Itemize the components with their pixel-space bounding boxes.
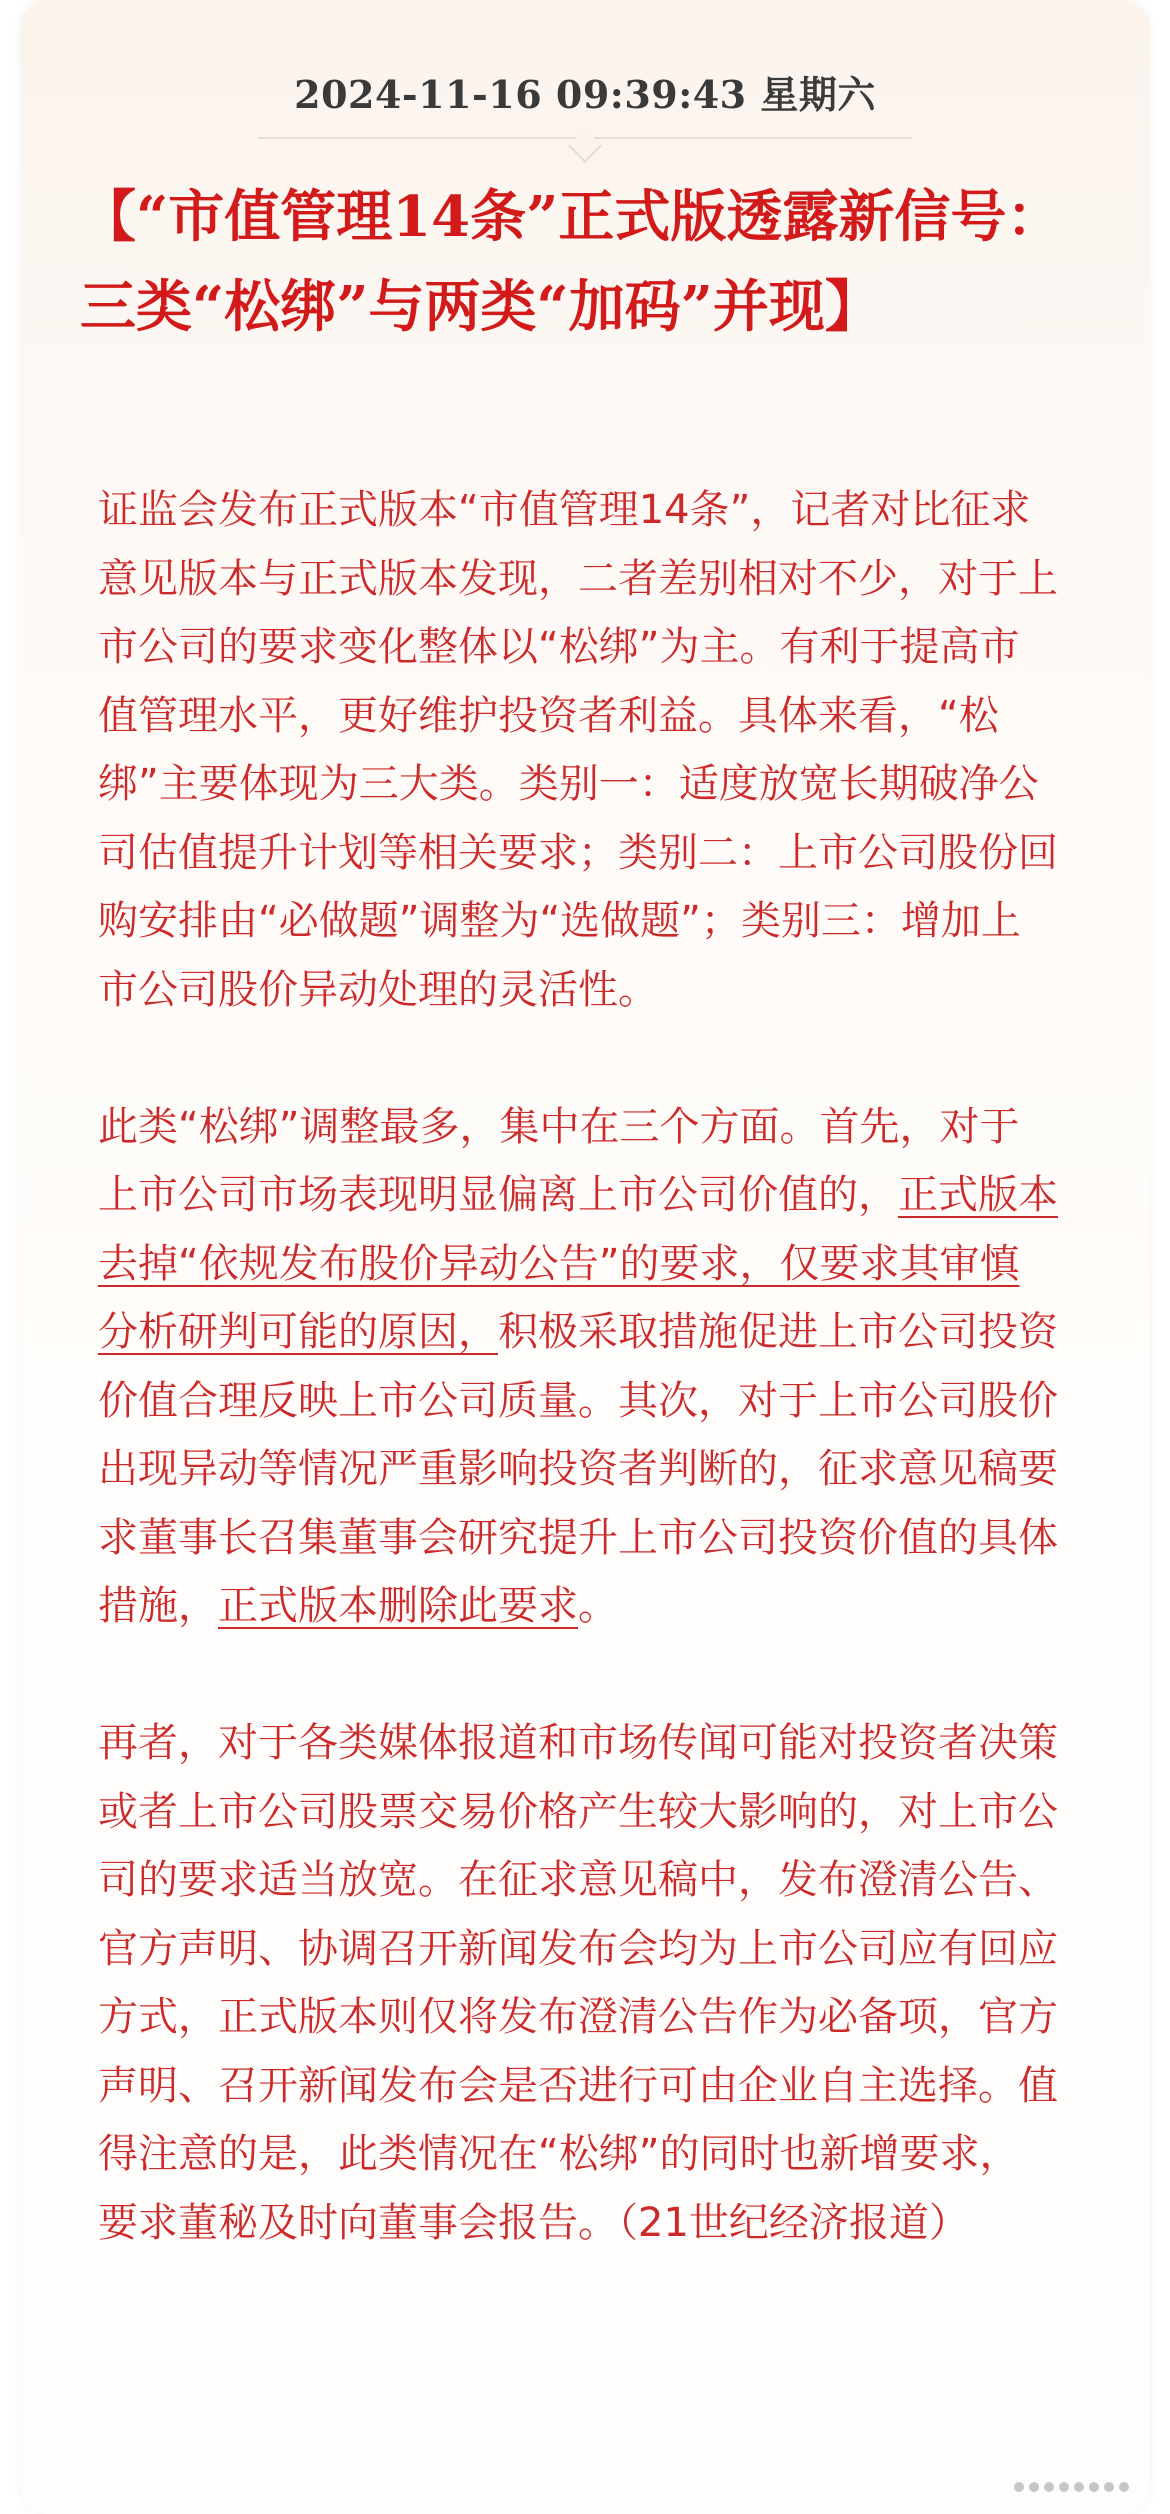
underlined-text-1: 正式版本去掉“依规发布股价异动公告”的要求，仅要求其审慎分析研判可能的原因， [98, 1172, 1058, 1355]
article-title: 【“市值管理14条”正式版透露新信号：三类“松绑”与两类“加码”并现】 [80, 184, 1063, 340]
dots-icon [1012, 2474, 1130, 2500]
paragraph-3: 再者，对于各类媒体报道和市场传闻可能对投资者决策或者上市公司股票交易价格产生较大影响的，对上市公司的要求适当放宽。在征求意见稿中，发布澄清公告、官方声明、协调召开新闻发布会均为上市公司应有回应方式，正式版本则仅将发布澄清公告作为必备项，官方声明、召开新闻发布会是否进行可由企业自主选择。值得注意的是，此类情况在“松绑”的同时也新增要求，要求董秘及时向董事会报告。（21世纪经济报道） [98, 1720, 1058, 2246]
paragraph-2 [98, 1093, 1058, 1641]
paragraph-2-text-a: 此类“松绑”调整最多，集中在三个方面。首先，对于上市公司市场表现明显偏离上市公司价值的， [98, 1103, 1020, 1218]
paragraph-2-text-c: 。 [578, 1583, 618, 1629]
paragraph-2-text-b: 积极采取措施促进上市公司投资价值合理反映上市公司质量。其次，对于上市公司股价出现异动等情况严重影响投资者判断的，征求意见稿要求董事长召集董事会研究提升上市公司投资价值的具体措施， [98, 1309, 1058, 1629]
article-body [98, 476, 1058, 2257]
underlined-text-2: 正式版本删除此要求 [218, 1583, 578, 1629]
publish-date: 2024-11-16 09:39:43 星期六 [258, 58, 912, 139]
paragraph-1: 证监会发布正式版本“市值管理14条”，记者对比征求意见版本与正式版本发现，二者差别相对不少，对于上市公司的要求变化整体以“松绑”为主。有利于提高市值管理水平，更好维护投资者利益。具体来看，“松绑”主要体现为三大类。类别一：适度放宽长期破净公司估值提升计划等相关要求；类别二：上市公司股份回购安排由“必做题”调整为“选做题”；类别三：增加上市公司股价异动处理的灵活性。 [98, 487, 1058, 1013]
date-header [20, 58, 1150, 139]
